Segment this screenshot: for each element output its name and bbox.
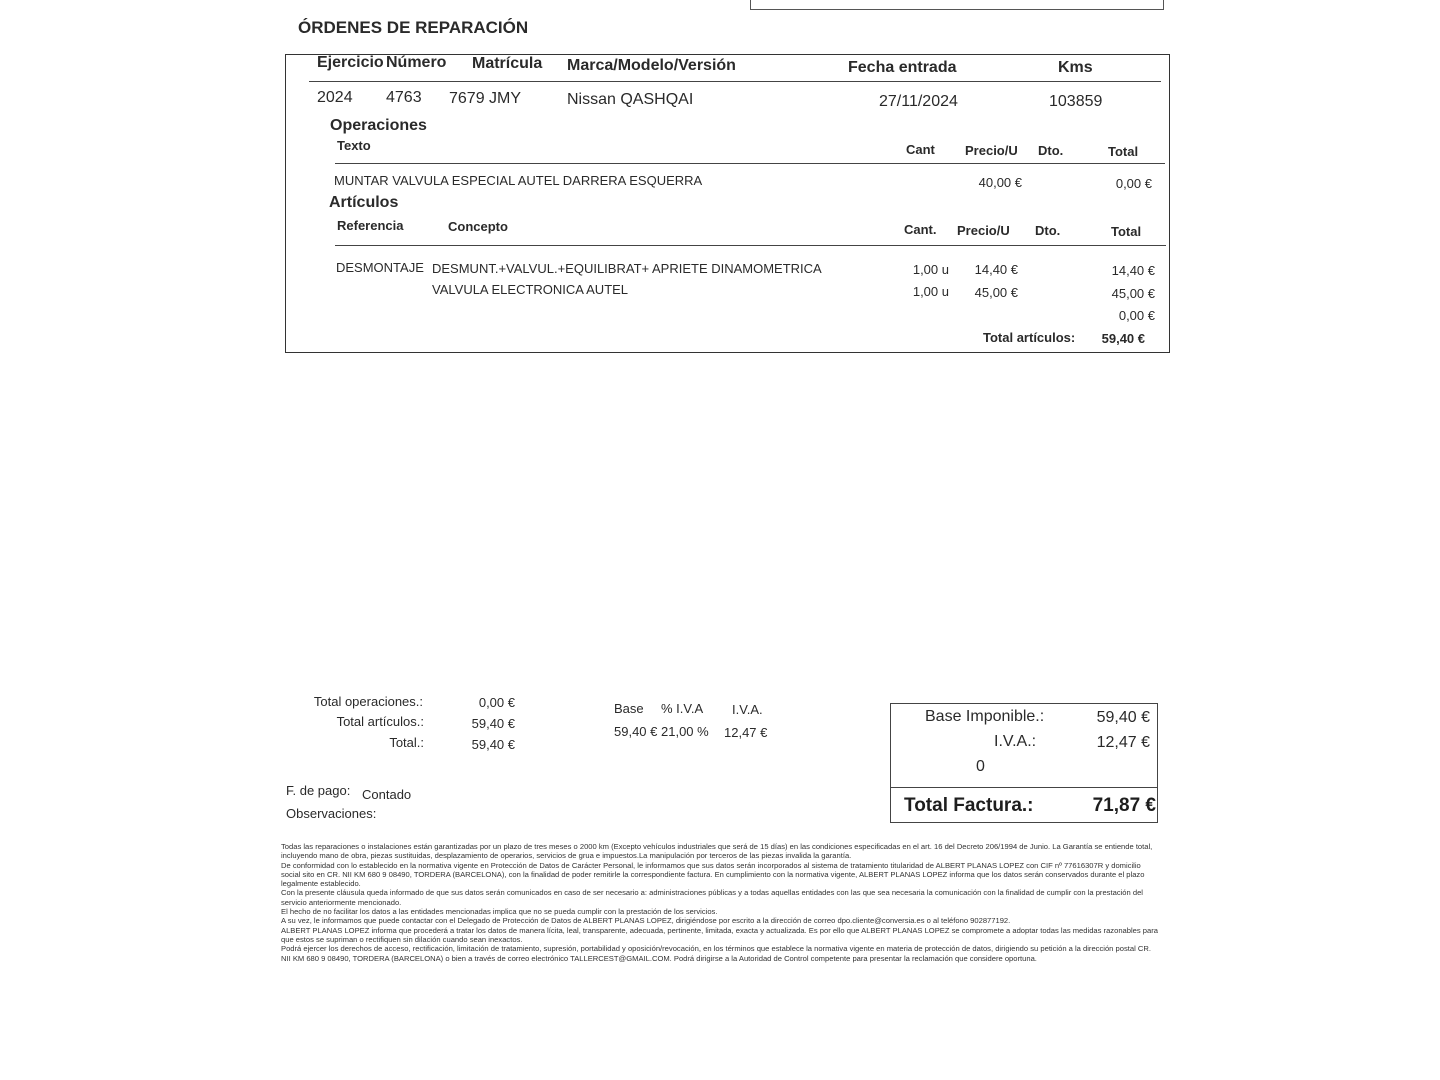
legal-paragraph: El hecho de no facilitar los datos a las entidades mencionadas implica que no se pueda cumplir con la prestación de los servicios. bbox=[281, 907, 718, 917]
payment-value: Contado bbox=[362, 787, 412, 802]
art-header-total: Total bbox=[1111, 224, 1142, 239]
iva-base-value: 59,40 € bbox=[614, 724, 658, 739]
header-divider bbox=[309, 81, 1161, 82]
art-row-concepto: VALVULA ELECTRONICA AUTEL bbox=[432, 282, 629, 297]
operaciones-title: Operaciones bbox=[330, 117, 427, 134]
op-header-texto: Texto bbox=[337, 138, 371, 153]
art-row-total: 0,00 € bbox=[1118, 308, 1155, 323]
summary-operaciones-label: Total operaciones.: bbox=[313, 694, 423, 709]
art-header-cant: Cant. bbox=[904, 222, 937, 237]
total-factura-value: 71,87 € bbox=[1092, 795, 1156, 816]
art-row-total: 45,00 € bbox=[1111, 286, 1155, 301]
order-matricula: 7679 JMY bbox=[449, 90, 522, 107]
totals-extra-value: 0 bbox=[976, 758, 985, 775]
totals-divider bbox=[890, 787, 1158, 788]
art-row-total: 14,40 € bbox=[1111, 263, 1155, 278]
iva-value: 12,47 € bbox=[1096, 734, 1150, 751]
order-ejercicio: 2024 bbox=[317, 89, 353, 106]
iva-label: I.V.A.: bbox=[994, 733, 1037, 750]
art-divider bbox=[335, 245, 1166, 246]
payment-label: F. de pago: bbox=[286, 783, 351, 798]
legal-paragraph: De conformidad con lo establecido en la normativa vigente en Protección de Datos de Carácter Personal, le informamos que sus datos serán incorporados al sistema de tratamiento titularidad de ALBERT PLANAS LOPEZ con CIF nº 77616307R y domicilio social sito en CR. NII KM 680 9 08490, TORDERA (BARCELONA), con la finalidad de poder remitirle la correspondiente factura. En cumplimiento con la normativa vigente, ALBERT PLANAS LOPEZ informa que los datos serán conservados durante el plazo legalmente establecido. bbox=[281, 860, 1145, 889]
art-total-value: 59,40 € bbox=[1101, 331, 1145, 346]
art-row-cant: 1,00 u bbox=[912, 284, 949, 299]
header-fecha: Fecha entrada bbox=[848, 59, 957, 76]
total-factura-label: Total Factura.: bbox=[904, 795, 1034, 816]
iva-iva-label: I.V.A. bbox=[732, 702, 763, 717]
base-imponible-label: Base Imponible.: bbox=[925, 708, 1045, 725]
summary-total-label: Total.: bbox=[389, 735, 424, 750]
op-row-texto: MUNTAR VALVULA ESPECIAL AUTEL DARRERA ESQUERRA bbox=[334, 173, 703, 188]
header-numero: Número bbox=[386, 54, 447, 71]
legal-paragraph: Con la presente cláusula queda informado de que sus datos serán comunicados en caso de ser necesario a: administraciones públicas y a todas aquellas entidades con las que sea necesaria la comunicación con la finalidad de cumplir con la prestación del servicio anteriormente mencionado. bbox=[281, 888, 1143, 907]
legal-notice bbox=[281, 842, 1161, 963]
articulos-title: Artículos bbox=[329, 194, 399, 211]
legal-paragraph: ALBERT PLANAS LOPEZ informa que procederá a tratar los datos de manera lícita, leal, transparente, adecuada, pertinente, limitada, exacta y actualizada. Es por ello que ALBERT PLANAS LOPEZ se compromete a adoptar todas las medidas razonables para que estos se supriman o rectifiquen sin dilación cuando sean inexactos. bbox=[281, 925, 1158, 944]
op-header-cant: Cant bbox=[906, 142, 935, 157]
art-row-concepto: DESMUNT.+VALVUL.+EQUILIBRAT+ APRIETE DINAMOMETRICA bbox=[432, 261, 822, 276]
header-marca: Marca/Modelo/Versión bbox=[567, 57, 736, 74]
top-box bbox=[750, 0, 1164, 10]
op-divider bbox=[335, 163, 1165, 164]
op-row-total: 0,00 € bbox=[1115, 176, 1152, 191]
order-fecha: 27/11/2024 bbox=[879, 93, 958, 110]
iva-pct-label: % I.V.A bbox=[661, 701, 704, 716]
summary-articulos-label: Total artículos.: bbox=[336, 714, 424, 729]
header-matricula: Matrícula bbox=[472, 55, 543, 72]
iva-base-label: Base bbox=[614, 701, 644, 716]
art-header-dto: Dto. bbox=[1035, 223, 1061, 238]
order-marca: Nissan QASHQAI bbox=[567, 91, 694, 108]
section-title: ÓRDENES DE REPARACIÓN bbox=[298, 18, 529, 37]
art-header-referencia: Referencia bbox=[337, 218, 404, 233]
observaciones-label: Observaciones: bbox=[286, 806, 377, 821]
iva-iva-value: 12,47 € bbox=[724, 725, 768, 740]
art-row-cant: 1,00 u bbox=[912, 262, 949, 277]
op-header-total: Total bbox=[1108, 144, 1139, 159]
art-header-concepto: Concepto bbox=[448, 219, 508, 234]
header-kms: Kms bbox=[1058, 59, 1093, 76]
summary-operaciones-value: 0,00 € bbox=[478, 695, 515, 710]
order-numero: 4763 bbox=[386, 89, 422, 106]
legal-paragraph: Todas las reparaciones o instalaciones están garantizadas por un plazo de tres meses o 2000 km (Excepto vehículos industriales que será de 15 días) en las condiciones especificadas en el art. 16 del Decreto 206/1994 de Junio. La Garantía se entiende total, incluyendo mano de obra, piezas sustituidas, desplazamiento de operarios, servicios de grua e impuestos.La manipulación por terceros de las piezas invalida la garantía. bbox=[281, 842, 1153, 861]
art-row-precio: 45,00 € bbox=[974, 285, 1018, 300]
op-header-dto: Dto. bbox=[1038, 143, 1064, 158]
summary-total-value: 59,40 € bbox=[471, 737, 515, 752]
art-total-label: Total artículos: bbox=[983, 330, 1076, 345]
art-row-referencia: DESMONTAJE bbox=[336, 260, 424, 275]
order-kms: 103859 bbox=[1049, 93, 1103, 110]
base-imponible-value: 59,40 € bbox=[1096, 709, 1150, 726]
op-header-precio: Precio/U bbox=[965, 143, 1018, 158]
legal-paragraph: Podrá ejercer los derechos de acceso, rectificación, limitación de tratamiento, supresión, portabilidad y oposición/revocación, en los términos que establece la normativa vigente en materia de protección de datos, dirigiendo su petición a la dirección postal CR. NII KM 680 9 08490, TORDERA (BARCELONA) o bien a través de correo electrónico TALLERCEST@GMAIL.COM. Podrá dirigirse a la Autoridad de Control competente para presentar la reclamación que considere oportuna. bbox=[281, 944, 1151, 963]
summary-articulos-value: 59,40 € bbox=[471, 716, 515, 731]
legal-paragraph: A su vez, le informamos que puede contactar con el Delegado de Protección de Datos de ALBERT PLANAS LOPEZ, dirigiéndose por escrito a la dirección de correo dpo.cliente@conversia.es o al teléfono 902877192. bbox=[281, 916, 1011, 926]
art-row-precio: 14,40 € bbox=[974, 262, 1018, 277]
iva-pct-value: 21,00 % bbox=[661, 724, 709, 739]
art-header-precio: Precio/U bbox=[957, 223, 1010, 238]
op-row-precio: 40,00 € bbox=[978, 175, 1022, 190]
header-ejercicio: Ejercicio bbox=[317, 54, 384, 71]
